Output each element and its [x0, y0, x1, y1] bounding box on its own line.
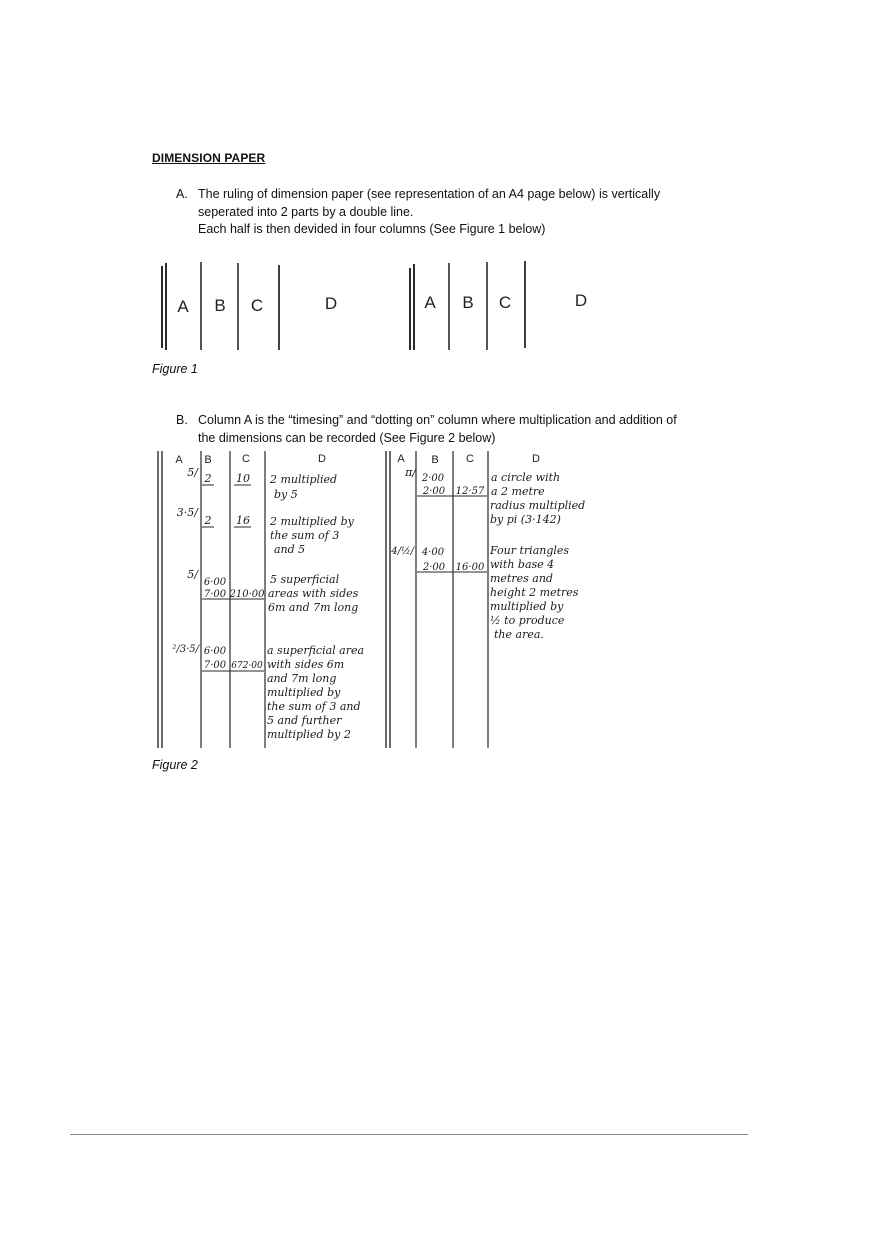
fig2-l4-squared: 672·00	[231, 661, 263, 671]
fig2-l2-squared: 16	[236, 514, 250, 527]
fig2-r2-desc-3: metres and	[490, 572, 553, 585]
fig2-l3-dim-b2: 7·00	[203, 589, 227, 600]
fig1-col-a-right: A	[424, 293, 436, 312]
fig2-r2-desc-4: height 2 metres	[490, 586, 579, 599]
fig2-r1-desc-4: by pi (3·142)	[490, 513, 561, 526]
list-item-b	[176, 412, 736, 448]
fig1-col-b-left: B	[214, 296, 226, 315]
fig1-col-d-right: D	[574, 291, 588, 310]
fig2-l3-desc-1: 5 superficial	[270, 573, 340, 586]
figure-1-caption: Figure 1	[152, 362, 198, 376]
fig2-r2-desc-2: with base 4	[490, 558, 555, 571]
fig2-header-c-left: C	[242, 453, 250, 465]
item-b-line-1: Column A is the “timesing” and “dotting on” column where multiplication and addition of	[198, 413, 677, 427]
fig2-l4-dim-b1: 6·00	[203, 646, 227, 657]
fig2-r1-dim-b1: 2·00	[421, 473, 445, 484]
fig1-col-c-right: C	[498, 293, 512, 312]
fig2-l4-desc-2: with sides 6m	[267, 658, 345, 671]
fig1-col-a-left: A	[177, 297, 189, 316]
fig2-r2-dim-b2: 2·00	[422, 562, 446, 573]
fig2-r2-squared: 16·00	[455, 562, 485, 573]
figure-2-caption: Figure 2	[152, 758, 198, 772]
fig2-l3-squared: 210·00	[229, 589, 265, 600]
figure-2-dimension-sheet	[150, 448, 630, 752]
figure-1-ruling	[150, 258, 610, 354]
fig2-r2-desc-7: the area.	[494, 628, 544, 641]
fig2-l4-desc-4: multiplied by	[267, 686, 341, 699]
fig2-header-a-left: A	[175, 454, 183, 466]
fig2-l1-desc-2: by 5	[274, 488, 298, 501]
fig2-r2-desc-5: multiplied by	[490, 600, 564, 613]
fig2-l3-dim-b1: 6·00	[203, 577, 227, 588]
fig2-r2-dim-b1: 4·00	[421, 547, 445, 558]
fig2-r2-desc-6: ½ to produce	[490, 614, 565, 627]
fig2-r1-dim-b2: 2·00	[422, 486, 446, 497]
fig2-l1-desc-1: 2 multiplied	[270, 473, 338, 486]
fig2-header-b-left: B	[204, 454, 212, 466]
fig2-l2-dim-b: 2	[204, 514, 212, 527]
fig2-l1-dim-b: 2	[204, 472, 212, 485]
fig2-r1-squared: 12·57	[455, 486, 485, 497]
fig2-l3-desc-2: areas with sides	[268, 587, 359, 600]
fig2-r1-desc-3: radius multiplied	[490, 499, 586, 512]
fig2-l1-timesing: 5/	[187, 466, 198, 479]
list-item-a	[176, 186, 736, 240]
list-marker-a: A.	[176, 187, 188, 201]
fig2-l4-desc-5: the sum of 3 and	[267, 700, 361, 713]
fig2-header-a-right: A	[397, 453, 405, 465]
fig2-r1-desc-1: a circle with	[491, 471, 561, 484]
fig2-l4-desc-3: and 7m long	[267, 672, 337, 685]
fig2-r1-timesing: π/	[405, 466, 416, 479]
fig2-l4-desc-6: 5 and further	[267, 714, 342, 727]
item-b-line-2: the dimensions can be recorded (See Figure 2 below)	[198, 430, 496, 445]
item-a-line-1: The ruling of dimension paper (see representation of an A4 page below) is vertically	[198, 187, 661, 201]
fig2-header-d-right: D	[532, 453, 540, 465]
fig2-l4-timesing: ²/3·5/	[172, 644, 199, 655]
fig2-l2-timesing: 3·5/	[176, 506, 198, 519]
fig2-header-d-left: D	[318, 453, 326, 465]
item-a-line-2: seperated into 2 parts by a double line.	[198, 204, 414, 219]
fig2-l1-squared: 10	[236, 472, 250, 485]
fig2-r2-desc-1: Four triangles	[490, 544, 570, 557]
fig2-l3-desc-3: 6m and 7m long	[268, 601, 359, 614]
fig2-l4-desc-7: multiplied by 2	[267, 728, 351, 741]
fig2-l2-desc-3: and 5	[274, 543, 306, 556]
fig1-col-c-left: C	[250, 296, 264, 315]
fig2-r1-desc-2: a 2 metre	[491, 485, 545, 498]
fig2-header-c-right: C	[466, 453, 474, 465]
fig2-l4-desc-1: a superficial area	[267, 644, 365, 657]
fig2-l2-desc-2: the sum of 3	[270, 529, 340, 542]
item-a-line-3: Each half is then devided in four columns (See Figure 1 below)	[198, 222, 546, 236]
fig1-col-b-right: B	[462, 293, 474, 312]
list-marker-b: B.	[176, 413, 188, 427]
section-heading: DIMENSION PAPER	[152, 151, 266, 165]
fig1-col-d-left: D	[324, 294, 338, 313]
fig2-l4-dim-b2: 7·00	[203, 660, 227, 671]
fig2-l2-desc-1: 2 multiplied by	[270, 515, 354, 528]
footer-rule	[70, 1134, 748, 1135]
fig2-header-b-right: B	[431, 454, 439, 466]
fig2-l3-timesing: 5/	[187, 568, 198, 581]
fig2-r2-timesing: 4/½/	[391, 546, 414, 557]
